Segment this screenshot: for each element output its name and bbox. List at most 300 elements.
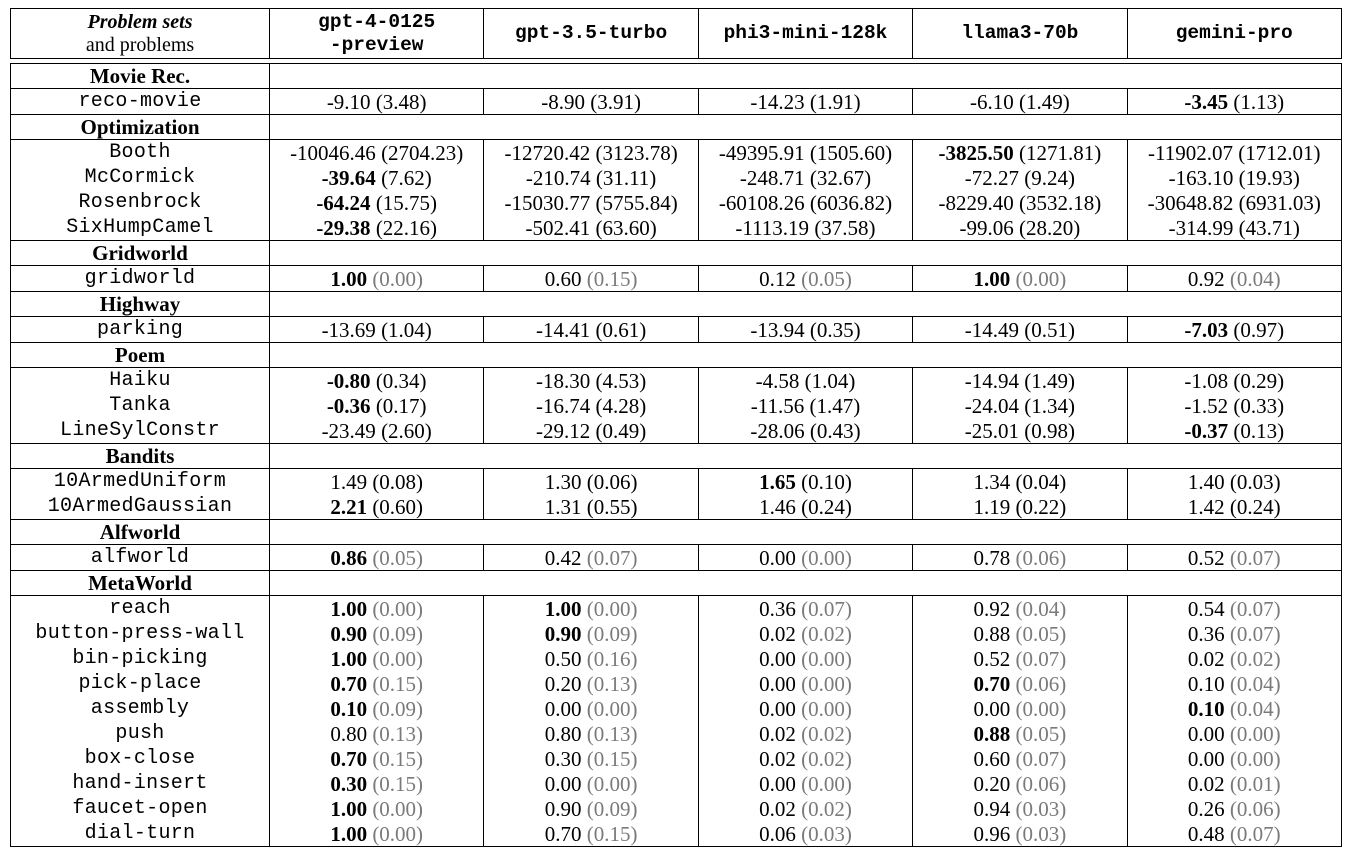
score-cell <box>484 317 698 343</box>
score-mean-best: 1.00 <box>544 596 582 621</box>
score-mean: -60108.26 <box>718 190 805 215</box>
score-mean-best: -0.37 <box>1184 418 1229 443</box>
score-cell <box>270 469 484 495</box>
score-mean: 0.96 <box>973 821 1011 846</box>
score-cell <box>913 190 1127 215</box>
score-cell <box>484 671 698 696</box>
section-header-row <box>11 343 1342 368</box>
score-cell <box>1127 89 1341 115</box>
header-problem-sets-line2: and problems <box>85 33 195 56</box>
score-mean: 0.88 <box>973 621 1011 646</box>
header-problem-sets-line1: Problem sets <box>87 10 193 33</box>
score-mean: -14.94 <box>964 368 1019 393</box>
table-row <box>11 596 1342 622</box>
score-mean-best: 2.21 <box>330 494 368 519</box>
table-row <box>11 771 1342 796</box>
score-sd: (0.49) <box>595 418 647 443</box>
score-sd: (1.49) <box>1018 89 1070 114</box>
problem-name: McCormick <box>11 165 270 190</box>
score-mean: 0.78 <box>973 545 1011 570</box>
score-sd: (0.07) <box>1015 746 1067 771</box>
score-sd: (0.15) <box>586 746 638 771</box>
table-row <box>11 165 1342 190</box>
score-cell <box>484 494 698 520</box>
score-cell <box>1127 696 1341 721</box>
score-mean: -23.49 <box>321 418 376 443</box>
score-cell <box>270 317 484 343</box>
results-table <box>10 8 1342 847</box>
score-sd: (5755.84) <box>595 190 678 215</box>
section-header-row <box>11 571 1342 596</box>
score-mean-best: 0.70 <box>330 671 368 696</box>
score-cell <box>270 165 484 190</box>
score-cell <box>270 621 484 646</box>
score-mean: 1.40 <box>1187 469 1225 494</box>
score-sd: (0.34) <box>375 368 427 393</box>
score-sd: (0.00) <box>372 646 424 671</box>
score-mean: -163.10 <box>1168 165 1234 190</box>
score-mean: -14.23 <box>750 89 805 114</box>
score-cell <box>270 266 484 292</box>
score-cell <box>698 317 912 343</box>
score-mean: -4.58 <box>755 368 800 393</box>
score-sd: (0.97) <box>1233 317 1285 342</box>
score-mean-best: 1.00 <box>330 821 368 846</box>
score-sd: (0.02) <box>801 796 852 821</box>
score-sd: (0.00) <box>1015 266 1067 291</box>
score-sd: (1505.60) <box>809 140 893 165</box>
score-mean-best: 1.65 <box>759 469 796 494</box>
score-mean: 0.00 <box>759 696 796 721</box>
score-cell <box>698 418 912 444</box>
score-cell <box>913 821 1127 847</box>
score-mean: 0.52 <box>973 646 1011 671</box>
score-mean: 1.34 <box>973 469 1011 494</box>
score-cell <box>913 621 1127 646</box>
score-mean: -15030.77 <box>504 190 591 215</box>
score-mean-best: -39.64 <box>321 165 376 190</box>
score-mean: -12720.42 <box>504 140 591 165</box>
score-sd: (2.60) <box>381 418 432 443</box>
score-sd: (1.49) <box>1024 368 1075 393</box>
score-cell <box>270 140 484 166</box>
problem-name: alfworld <box>11 545 270 571</box>
score-sd: (0.00) <box>372 266 424 291</box>
score-cell <box>1127 721 1341 746</box>
score-mean: 0.20 <box>544 671 582 696</box>
score-mean: 1.30 <box>544 469 582 494</box>
score-sd: (0.05) <box>1015 721 1067 746</box>
score-mean: 0.92 <box>973 596 1011 621</box>
score-cell <box>270 721 484 746</box>
score-mean: 1.19 <box>973 494 1011 519</box>
score-sd: (6036.82) <box>809 190 893 215</box>
score-mean: 0.02 <box>759 746 796 771</box>
score-sd: (0.06) <box>1015 671 1067 696</box>
score-sd: (1.47) <box>809 393 861 418</box>
section-title: Alfworld <box>11 520 270 545</box>
score-cell <box>270 746 484 771</box>
problem-name: 10ArmedGaussian <box>11 494 270 520</box>
score-mean: -49395.91 <box>718 140 805 165</box>
score-sd: (0.55) <box>586 494 638 519</box>
score-mean: -314.99 <box>1168 215 1234 240</box>
score-sd: (0.03) <box>801 821 852 846</box>
score-mean: 0.00 <box>544 771 582 796</box>
score-sd: (4.53) <box>595 368 647 393</box>
score-sd: (3123.78) <box>595 140 678 165</box>
score-mean: -13.69 <box>321 317 376 342</box>
score-mean: 0.10 <box>1187 671 1225 696</box>
score-sd: (0.00) <box>801 545 852 570</box>
problem-name: box-close <box>11 746 270 771</box>
score-sd: (1.91) <box>809 89 861 114</box>
section-blank <box>270 115 1342 140</box>
score-cell <box>484 266 698 292</box>
score-mean-best: 0.88 <box>973 721 1011 746</box>
score-sd: (6931.03) <box>1238 190 1321 215</box>
score-mean: -99.06 <box>959 215 1014 240</box>
score-sd: (0.03) <box>1229 469 1281 494</box>
score-cell <box>913 646 1127 671</box>
score-sd: (0.03) <box>1015 796 1067 821</box>
score-cell <box>270 494 484 520</box>
score-mean-best: 0.90 <box>544 621 582 646</box>
table-row <box>11 418 1342 444</box>
score-cell <box>1127 165 1341 190</box>
score-cell <box>1127 596 1341 622</box>
score-cell <box>270 596 484 622</box>
score-cell <box>698 89 912 115</box>
score-cell <box>698 190 912 215</box>
score-mean: 0.02 <box>1187 771 1225 796</box>
score-sd: (0.05) <box>372 545 424 570</box>
score-cell <box>1127 771 1341 796</box>
score-mean: 0.80 <box>544 721 582 746</box>
score-sd: (43.71) <box>1238 215 1300 240</box>
score-mean: -29.12 <box>535 418 591 443</box>
score-sd: (0.15) <box>372 746 424 771</box>
section-header-row <box>11 292 1342 317</box>
score-mean: 0.90 <box>544 796 582 821</box>
score-mean: -72.27 <box>964 165 1019 190</box>
score-mean: -10046.46 <box>290 140 376 165</box>
score-mean: 0.70 <box>544 821 582 846</box>
score-sd: (0.13) <box>586 671 638 696</box>
score-sd: (0.00) <box>801 646 852 671</box>
score-cell <box>698 696 912 721</box>
score-mean: 0.54 <box>1187 596 1225 621</box>
table-row <box>11 671 1342 696</box>
score-sd: (37.58) <box>814 215 876 240</box>
score-sd: (0.04) <box>1229 696 1281 721</box>
score-cell <box>913 596 1127 622</box>
header-model-line1: gemini-pro <box>1175 22 1293 44</box>
score-cell <box>270 393 484 418</box>
score-cell <box>913 215 1127 241</box>
score-sd: (0.00) <box>586 771 638 796</box>
table-row <box>11 469 1342 495</box>
header-model-line1: phi3-mini-128k <box>723 22 888 44</box>
score-cell <box>698 393 912 418</box>
score-mean: -1.08 <box>1184 368 1229 393</box>
score-cell <box>1127 393 1341 418</box>
section-header-row <box>11 444 1342 469</box>
score-cell <box>913 368 1127 394</box>
score-sd: (0.04) <box>1229 671 1281 696</box>
score-sd: (0.02) <box>801 721 852 746</box>
header-model-line1: gpt-4-0125 <box>318 10 436 33</box>
score-cell <box>698 469 912 495</box>
score-mean: -11902.07 <box>1148 140 1233 165</box>
score-mean: 0.02 <box>759 621 796 646</box>
section-title: Optimization <box>11 115 270 140</box>
score-cell <box>698 771 912 796</box>
score-mean: -210.74 <box>525 165 591 190</box>
score-sd: (0.13) <box>1233 418 1285 443</box>
problem-name: Tanka <box>11 393 270 418</box>
score-cell <box>1127 796 1341 821</box>
score-sd: (0.15) <box>372 671 424 696</box>
score-cell <box>484 215 698 241</box>
score-sd: (0.22) <box>1015 494 1067 519</box>
section-title: MetaWorld <box>11 571 270 596</box>
table-row <box>11 721 1342 746</box>
score-cell <box>484 140 698 166</box>
header-problem-sets <box>11 9 270 59</box>
score-mean: 1.46 <box>759 494 796 519</box>
score-cell <box>484 621 698 646</box>
score-sd: (0.60) <box>372 494 424 519</box>
problem-name: Booth <box>11 140 270 166</box>
score-sd: (0.00) <box>801 671 852 696</box>
section-title: Highway <box>11 292 270 317</box>
score-cell <box>484 771 698 796</box>
score-mean: 0.36 <box>1187 621 1225 646</box>
score-cell <box>270 771 484 796</box>
score-mean: 0.00 <box>544 696 582 721</box>
score-mean: 0.20 <box>973 771 1011 796</box>
score-cell <box>270 368 484 394</box>
results-body <box>11 64 1342 847</box>
score-mean: 0.80 <box>330 721 368 746</box>
score-cell <box>913 266 1127 292</box>
score-mean: -16.74 <box>535 393 591 418</box>
score-mean: 0.00 <box>759 545 796 570</box>
score-sd: (0.00) <box>586 696 638 721</box>
score-cell <box>1127 671 1341 696</box>
table-row <box>11 821 1342 847</box>
score-mean-best: -64.24 <box>316 190 371 215</box>
score-sd: (19.93) <box>1238 165 1300 190</box>
score-cell <box>270 190 484 215</box>
score-cell <box>913 418 1127 444</box>
score-sd: (0.00) <box>1015 696 1067 721</box>
score-mean-best: 0.86 <box>330 545 368 570</box>
score-mean: 0.12 <box>759 266 796 291</box>
score-cell <box>270 696 484 721</box>
score-sd: (0.33) <box>1233 393 1285 418</box>
problem-name: SixHumpCamel <box>11 215 270 241</box>
score-cell <box>913 721 1127 746</box>
score-mean: -8.90 <box>541 89 585 114</box>
section-blank <box>270 64 1342 89</box>
score-sd: (1.04) <box>381 317 432 342</box>
score-mean: -6.10 <box>969 89 1014 114</box>
score-sd: (0.15) <box>586 821 638 846</box>
score-sd: (0.07) <box>1015 646 1067 671</box>
header-model-llama3 <box>913 9 1127 59</box>
score-cell <box>698 746 912 771</box>
score-cell <box>270 821 484 847</box>
score-sd: (0.43) <box>809 418 861 443</box>
score-cell <box>1127 215 1341 241</box>
score-mean: 0.00 <box>759 671 796 696</box>
problem-name: Haiku <box>11 368 270 394</box>
section-blank <box>270 292 1342 317</box>
table-row <box>11 317 1342 343</box>
score-sd: (0.00) <box>586 596 638 621</box>
problem-name: LineSylConstr <box>11 418 270 444</box>
score-cell <box>698 721 912 746</box>
score-sd: (9.24) <box>1024 165 1075 190</box>
score-mean: 0.52 <box>1187 545 1225 570</box>
score-mean-best: -29.38 <box>316 215 371 240</box>
score-cell <box>270 418 484 444</box>
score-sd: (0.05) <box>1015 621 1067 646</box>
header-model-gemini <box>1127 9 1341 59</box>
score-sd: (0.02) <box>801 621 852 646</box>
score-cell <box>484 190 698 215</box>
section-blank <box>270 571 1342 596</box>
score-cell <box>484 796 698 821</box>
score-cell <box>1127 821 1341 847</box>
section-blank <box>270 241 1342 266</box>
score-cell <box>698 596 912 622</box>
score-mean: -11.56 <box>750 393 805 418</box>
table-row <box>11 140 1342 166</box>
score-cell <box>1127 317 1341 343</box>
problem-name: hand-insert <box>11 771 270 796</box>
score-cell <box>484 821 698 847</box>
table-row <box>11 545 1342 571</box>
header-model-phi3 <box>698 9 912 59</box>
section-blank <box>270 444 1342 469</box>
score-cell <box>913 771 1127 796</box>
score-mean: 0.50 <box>544 646 582 671</box>
score-mean: -18.30 <box>535 368 591 393</box>
score-cell <box>270 671 484 696</box>
score-cell <box>698 646 912 671</box>
score-sd: (32.67) <box>809 165 872 190</box>
score-cell <box>1127 469 1341 495</box>
score-mean: -25.01 <box>964 418 1019 443</box>
problem-name: assembly <box>11 696 270 721</box>
score-cell <box>484 746 698 771</box>
score-cell <box>484 596 698 622</box>
score-sd: (0.07) <box>1229 821 1281 846</box>
score-cell <box>913 494 1127 520</box>
problem-name: button-press-wall <box>11 621 270 646</box>
score-mean-best: 0.70 <box>330 746 368 771</box>
score-mean: -1113.19 <box>735 215 810 240</box>
score-cell <box>913 796 1127 821</box>
score-sd: (0.03) <box>1015 821 1067 846</box>
score-mean: -14.41 <box>535 317 591 342</box>
score-mean: 0.26 <box>1187 796 1225 821</box>
score-sd: (1.34) <box>1024 393 1075 418</box>
score-mean: 1.42 <box>1187 494 1225 519</box>
score-cell <box>698 266 912 292</box>
score-cell <box>698 545 912 571</box>
score-mean: -9.10 <box>326 89 371 114</box>
score-sd: (0.61) <box>595 317 647 342</box>
header-model-line1: gpt-3.5-turbo <box>515 22 668 44</box>
section-header-row <box>11 115 1342 140</box>
section-title: Gridworld <box>11 241 270 266</box>
score-sd: (0.07) <box>1229 596 1281 621</box>
score-sd: (0.13) <box>372 721 424 746</box>
table-row <box>11 368 1342 394</box>
table-row <box>11 621 1342 646</box>
score-sd: (63.60) <box>595 215 657 240</box>
score-cell <box>484 469 698 495</box>
score-mean: -1.52 <box>1184 393 1229 418</box>
score-sd: (0.16) <box>586 646 638 671</box>
score-sd: (0.24) <box>801 494 852 519</box>
score-mean-best: 0.10 <box>330 696 368 721</box>
score-mean: 0.06 <box>759 821 796 846</box>
score-sd: (1271.81) <box>1018 140 1102 165</box>
score-sd: (28.20) <box>1018 215 1081 240</box>
score-cell <box>913 317 1127 343</box>
score-cell <box>1127 646 1341 671</box>
score-sd: (0.07) <box>1229 621 1281 646</box>
score-cell <box>698 215 912 241</box>
score-cell <box>1127 190 1341 215</box>
table-row <box>11 746 1342 771</box>
score-cell <box>484 418 698 444</box>
score-cell <box>484 368 698 394</box>
score-mean: -8229.40 <box>938 190 1014 215</box>
problem-name: gridworld <box>11 266 270 292</box>
score-sd: (0.09) <box>372 621 424 646</box>
problem-name: 10ArmedUniform <box>11 469 270 495</box>
score-mean: 0.94 <box>973 796 1011 821</box>
score-sd: (0.09) <box>586 621 638 646</box>
score-cell <box>270 646 484 671</box>
score-sd: (0.06) <box>1015 545 1067 570</box>
problem-name: bin-picking <box>11 646 270 671</box>
problem-name: faucet-open <box>11 796 270 821</box>
score-mean-best: 1.00 <box>330 266 368 291</box>
score-cell <box>484 721 698 746</box>
score-cell <box>698 368 912 394</box>
score-sd: (0.00) <box>1229 721 1281 746</box>
score-mean: -13.94 <box>750 317 805 342</box>
table-row <box>11 393 1342 418</box>
score-sd: (0.08) <box>372 469 424 494</box>
score-cell <box>913 671 1127 696</box>
score-mean: 0.00 <box>759 646 796 671</box>
score-sd: (3532.18) <box>1018 190 1102 215</box>
score-mean: 0.00 <box>1187 746 1225 771</box>
header-model-gpt-4 <box>270 9 484 59</box>
score-mean: 0.42 <box>544 545 582 570</box>
score-mean-best: 0.70 <box>973 671 1011 696</box>
score-cell <box>913 140 1127 166</box>
score-sd: (0.07) <box>801 596 852 621</box>
